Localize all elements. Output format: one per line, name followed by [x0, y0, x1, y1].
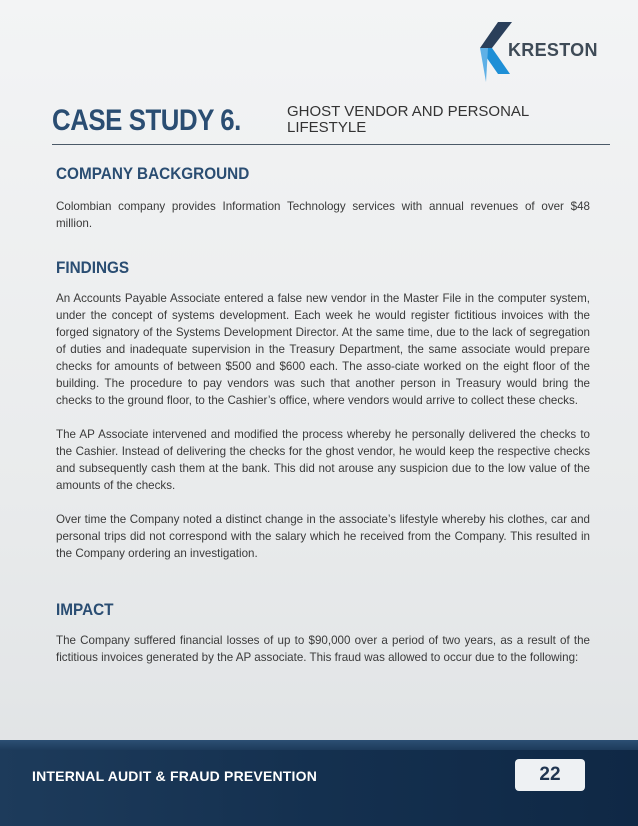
- section-heading: IMPACT: [56, 600, 114, 619]
- kreston-logo: [476, 16, 626, 88]
- section-impact: [56, 600, 590, 666]
- section-findings: [56, 258, 590, 562]
- section-heading: FINDINGS: [56, 258, 130, 277]
- subtitle-line-1: GHOST VENDOR AND PERSONAL: [287, 103, 530, 120]
- case-study-subtitle: [287, 104, 587, 136]
- section-company-background: [56, 164, 590, 232]
- footer-title: INTERNAL AUDIT & FRAUD PREVENTION: [32, 768, 318, 784]
- page-title: CASE STUDY 6.: [52, 104, 241, 137]
- findings-paragraph-2: The AP Associate intervened and modified the process whereby he personally delivered the checks to the Cashier. Instead of delivering the checks for the ghost vendor, he would keep the respective checks and subsequently cash them at the bank. This did not arouse any suspicion due to the low value of the amounts of the checks.: [56, 428, 590, 492]
- findings-paragraph-1: An Accounts Payable Associate entered a false new vendor in the Master File in the computer system, under the concept of systems development. Each week he would register fictitious invoices with the forged signatory of the Systems Development Director. At the same time, due to the lack of segregation of duties and inadequate supervision in the Treasury Department, the same associate would prepare checks for amounts of between $500 and $600 each. The asso-ciate worked on the eight floor of the building. The procedure to pay vendors was such that another person in Treasury would bring the checks to the ground floor, to the Cashier’s office, where vendors would arrive to collect these checks.: [56, 292, 590, 407]
- footer-accent-band: [0, 740, 638, 750]
- page-footer: [0, 740, 638, 826]
- section-paragraph: Colombian company provides Information Technology services with annual revenues of over $48 million.: [56, 200, 590, 230]
- logo-text: KRESTON: [508, 40, 598, 60]
- findings-paragraph-3: Over time the Company noted a distinct change in the associate’s lifestyle whereby his clothes, car and personal trips did not correspond with the salary which he received from the Company. This resulted in the Company ordering an investigation.: [56, 513, 590, 560]
- subtitle-line-2: LIFESTYLE: [287, 119, 367, 136]
- section-heading: COMPANY BACKGROUND: [56, 164, 250, 183]
- section-paragraph: The Company suffered financial losses of up to $90,000 over a period of two years, as a result of the fictitious invoices generated by the AP associate. This fraud was allowed to occur due to the following:: [56, 634, 590, 664]
- title-divider: [52, 144, 610, 145]
- page-number: 22: [515, 759, 585, 791]
- case-study-header: [52, 100, 612, 146]
